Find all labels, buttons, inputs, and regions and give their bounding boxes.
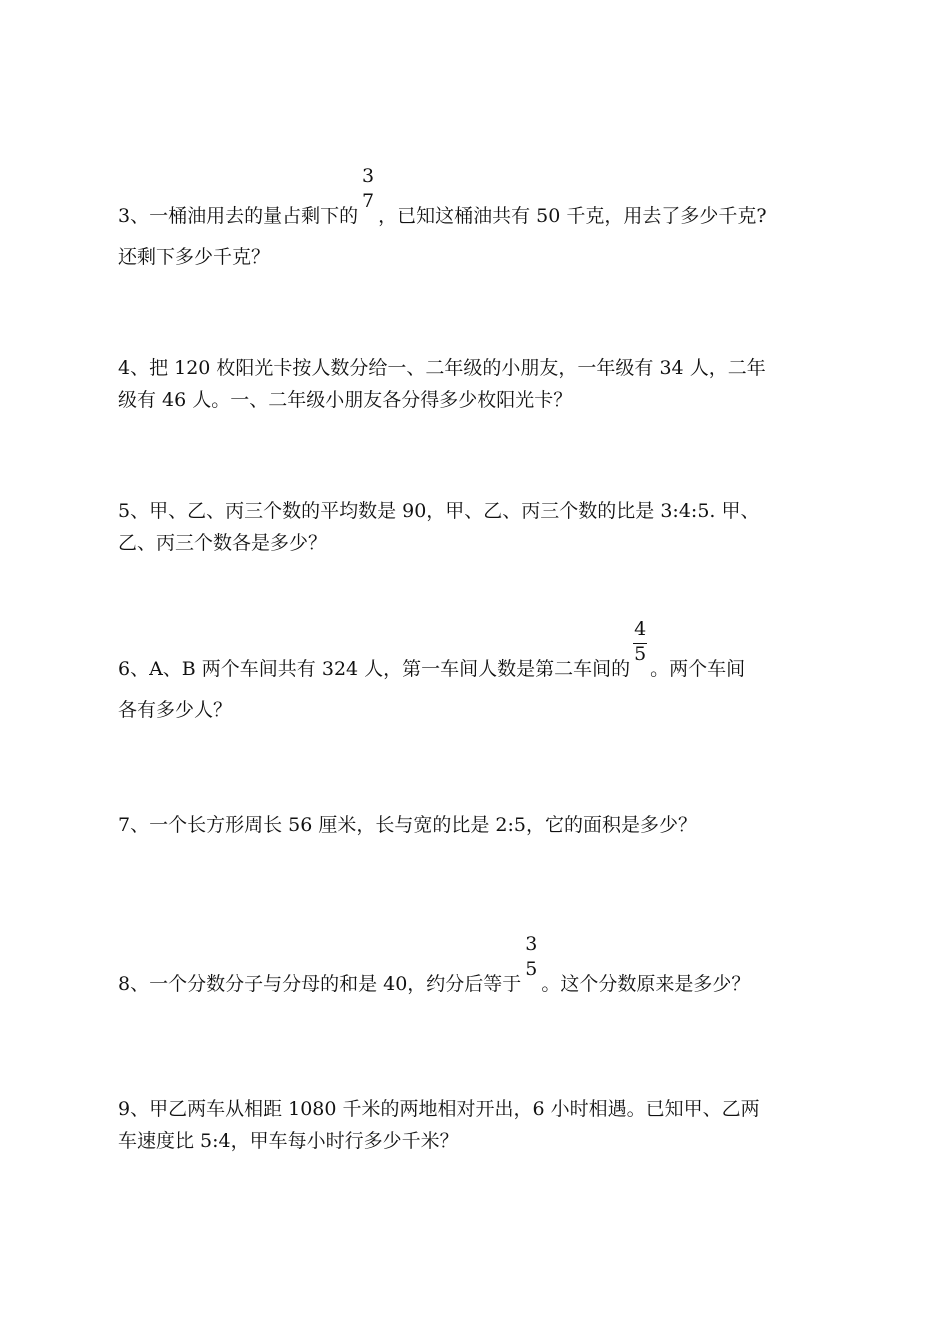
question-4-line-1: 4、把 120 枚阳光卡按人数分给一、二年级的小朋友，一年级有 34 人，二年 [118,357,766,379]
question-5 [118,495,834,559]
question-8 [118,933,834,1000]
fraction-3-5 [523,933,539,1000]
fraction-3-7 [360,165,376,232]
fraction-4-5 [632,618,648,685]
question-5-line-2: 乙、丙三个数各是多少？ [118,532,328,554]
fraction-denominator: 5 [525,958,538,980]
question-3-line-1 [118,165,834,232]
question-3-text-b: ，已知这桶油共有 50 千克，用去了多少千克? [378,205,767,227]
question-8-line-1 [118,933,834,1000]
fraction-numerator: 3 [525,933,538,955]
question-8-text-b: 。这个分数原来是多少？ [541,973,751,995]
question-6-text-a: 6、A、B 两个车间共有 324 人，第一车间人数是第二车间的 [118,658,631,680]
fraction-numerator: 4 [634,618,647,640]
question-9-line-2: 车速度比 5:4，甲车每小时行多少千米？ [118,1130,459,1152]
question-8-text-a: 8、一个分数分子与分母的和是 40，约分后等于 [118,973,522,995]
question-6 [118,618,834,726]
fraction-numerator: 3 [362,165,375,187]
question-9 [118,1093,834,1157]
question-3-text-a: 3、一桶油用去的量占剩下的 [118,205,359,227]
fraction-denominator: 7 [362,190,375,212]
question-7 [118,809,834,841]
question-3 [118,165,834,273]
question-4-line-2: 级有 46 人。一、二年级小朋友各分得多少枚阳光卡？ [118,389,573,411]
question-6-line-1 [118,618,834,685]
question-7-line-1: 7、一个长方形周长 56 厘米，长与宽的比是 2:5，它的面积是多少？ [118,814,697,836]
question-6-text-b: 。两个车间 [650,658,746,680]
question-5-line-1: 5、甲、乙、丙三个数的平均数是 90，甲、乙、丙三个数的比是 3:4:5. 甲、 [118,500,760,522]
question-4 [118,352,834,416]
question-3-line-2: 还剩下多少千克？ [118,246,271,268]
fraction-denominator: 5 [634,643,647,665]
question-6-line-2: 各有多少人？ [118,699,233,721]
question-9-line-1: 9、甲乙两车从相距 1080 千米的两地相对开出，6 小时相遇。已知甲、乙两 [118,1098,760,1120]
